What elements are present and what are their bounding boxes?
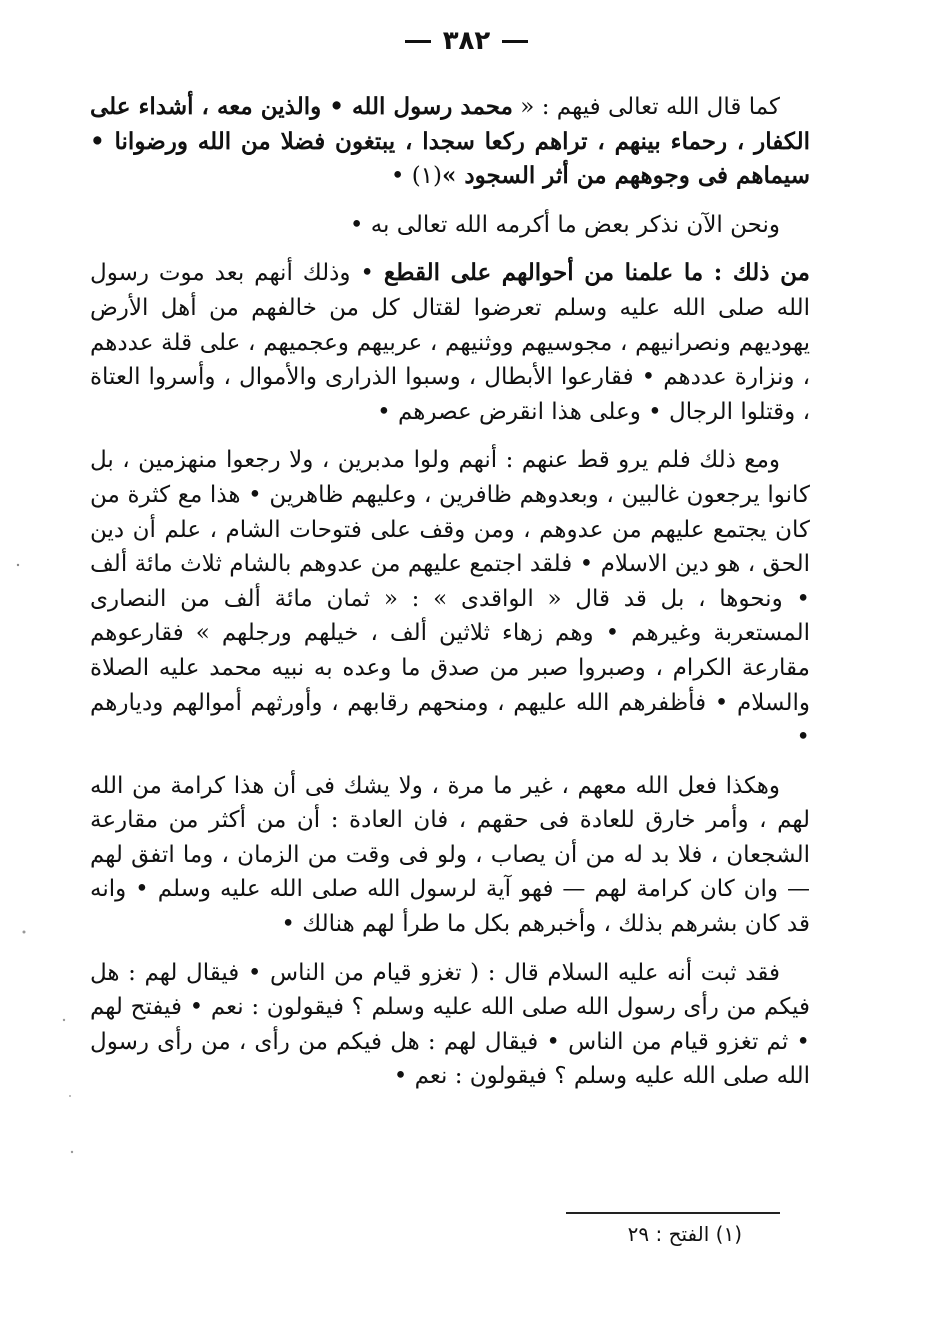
paragraph-2: ونحن الآن نذكر بعض ما أكرمه الله تعالى به • <box>349 211 780 238</box>
speck <box>71 1151 73 1153</box>
paragraph-3-heading: من ذلك : ما علمنا من أحوالهم على القطع <box>383 259 810 287</box>
paragraph-1-lead: كما قال الله تعالى فيهم : « <box>512 94 780 120</box>
paragraph-1-tail: (١) • <box>390 163 443 190</box>
speck <box>63 1019 65 1021</box>
paragraph-5: وهكذا فعل الله معهم ، غير ما مرة ، ولا يشك فى أن هذا كرامة من الله لهم ، وأمر خارق للعادة فى حقهم ، فان العادة : أن من أكثر من مقارعة الشجعان ، فلا بد له من أن يصاب ، ولو فى وقت من الزمان ، وما اتفق لهم — وان كان كرامة لهم — فهو آية لرسول الله صلى الله عليه وسلم • وانه قد كان بشرهم بذلك ، وأخبرهم بكل ما طرأ لهم هنالك • <box>90 772 810 938</box>
paragraph-3-body: • وذلك أنهم بعد موت رسول الله صلى الله عليه وسلم تعرضوا لقتال كل من خالفهم من أهل الأرض يهوديهم ونصرانيهم ، مجوسيهم ووثنيهم ، عربيهم وعجميهم ، على قلة عددهم ، ونزارة عددهم • فقارعوا الأبطال ، وسبوا الذرارى والأموال ، وأسروا العتاة ، وقتلوا الرجال • وعلى هذا انقرض عصرهم • <box>90 260 810 425</box>
paragraph-6: فقد ثبت أنه عليه السلام قال : ( تغزو قيام من الناس • فيقال لهم : هل فيكم من رأى رسول الله صلى الله عليه وسلم ؟ فيقولون : نعم • فيفتح لهم • ثم تغزو قيام من الناس • فيقال لهم : هل فيكم من رأى ، من رأى رسول الله صلى الله عليه وسلم ؟ فيقولون : نعم • <box>90 959 810 1090</box>
paragraph-4: ومع ذلك فلم يرو قط عنهم : أنهم ولوا مدبرين ، ولا رجعوا منهزمين ، بل كانوا يرجعون غالبين ، وبعدوهم ظافرين ، وعليهم ظاهرين • هذا مع كثرة من كان يجتمع عليهم من عدوهم ، ومن وقف على فتوحات الشام ، علم أن دين الحق ، هو دين الاسلام • فلقد اجتمع عليهم من عدوهم بالشام ثلاث مائة ألف • ونحوها ، بل قد قال « الواقدى » : « ثمان مائة ألف من النصارى المستعربة وغيرهم • وهم زهاء ثلاثين ألف ، خيلهم ورجلهم » فقارعوهم مقارعة الكرام ، وصبروا صبر من صدق ما وعده به نبيه محمد عليه الصلاة والسلام • فأظفرهم الله عليهم ، ومنحهم رقابهم ، وأورثهم أموالهم وديارهم • <box>90 447 810 751</box>
speck <box>23 931 26 934</box>
footnote: (١) الفتح : ٢٩ <box>627 1222 742 1246</box>
speck <box>69 1095 71 1097</box>
speck <box>17 564 19 566</box>
page-number-text: ٣٨٢ <box>442 26 491 56</box>
quran-quote: محمد رسول الله • والذين معه ، أشداء على الكفار ، رحماء بينهم ، تراهم ركعا سجدا ، يبتغون فضلا من الله ورضوانا • سيماهم فى وجوههم من أثر السجود » <box>90 93 810 190</box>
